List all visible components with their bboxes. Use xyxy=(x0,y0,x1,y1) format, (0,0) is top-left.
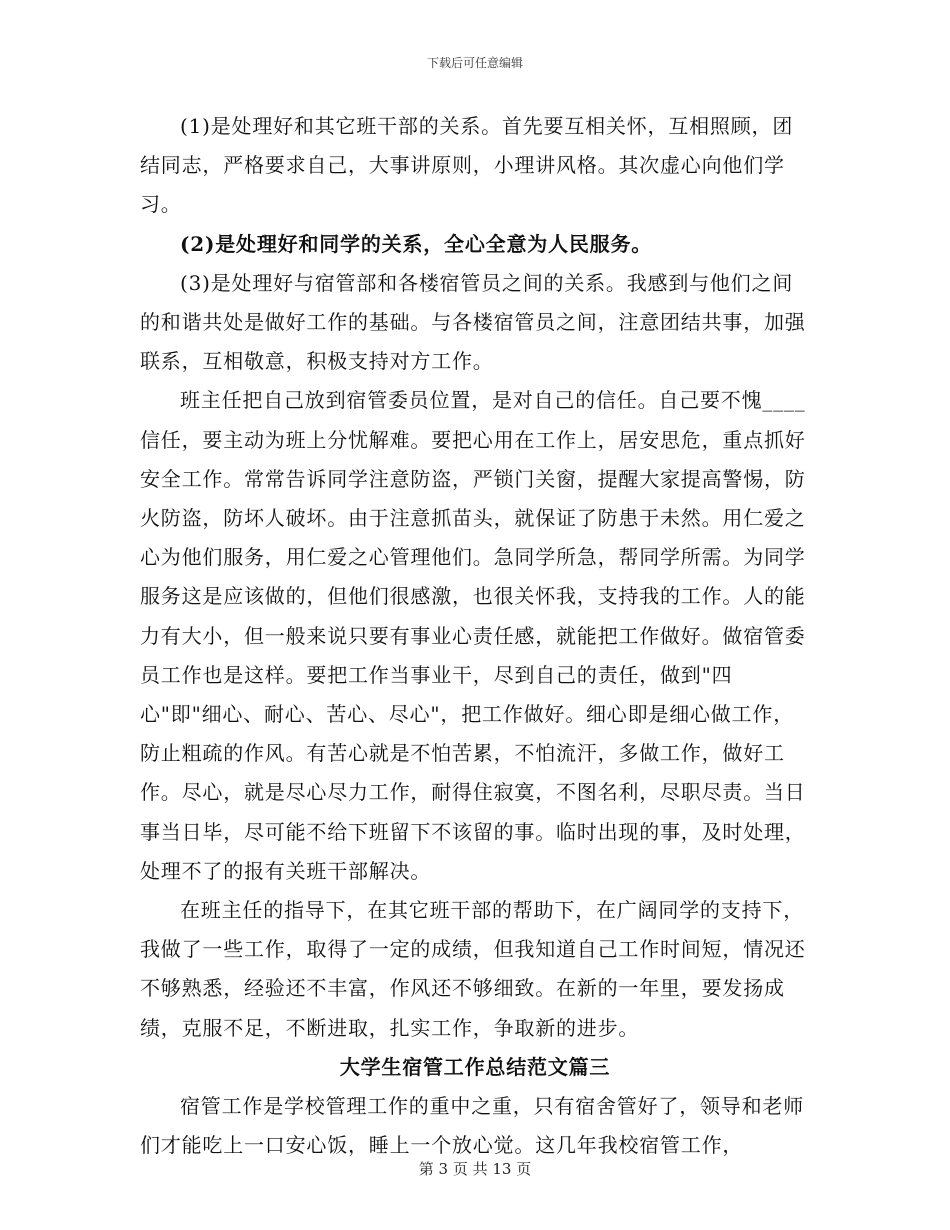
paragraph-relations-students: (2)是处理好和同学的关系，全心全意为人民服务。 xyxy=(180,231,653,256)
paragraph-relations-cadres: (1)是处理好和其它班干部的关系。首先要互相关怀，互相照顾，团结同志，严格要求自己，大事讲原则，小理讲风格。其次虚心向他们学习。 xyxy=(140,114,794,217)
paragraph-section-three-intro: 宿管工作是学校管理工作的重中之重，只有宿舍管好了，领导和老师们才能吃上一口安心饭，睡上一个放心觉。这几年我校宿管工作， xyxy=(140,1094,804,1158)
document-body xyxy=(140,107,810,1165)
paragraph-summary: 在班主任的指导下，在其它班干部的帮助下，在广阔同学的支持下，我做了一些工作，取得了一定的成绩，但我知道自己工作时间短，情况还不够熟悉，经验还不丰富，作风还不够细致。在新的一年里，要发扬成绩，克服不足，不断进取，扎实工作，争取新的进步。 xyxy=(140,898,806,1040)
section-heading: 大学生宿管工作总结范文篇三 xyxy=(339,1054,611,1079)
paragraph-dorm-committee-duties: 班主任把自己放到宿管委员位置，是对自己的信任。自己要不愧____信任，要主动为班上分忧解难。要把心用在工作上，居安思危，重点抓好安全工作。常常告诉同学注意防盗，严锁门关窗，提醒大家提高警惕，防火防盗，防坏人破坏。由于注意抓苗头，就保证了防患于未然。用仁爱之心为他们服务，用仁爱之心管理他们。急同学所急，帮同学所需。为同学服务这是应该做的，但他们很感激，也很关怀我，支持我的工作。人的能力有大小，但一般来说只要有事业心责任感，就能把工作做好。做宿管委员工作也是这样。要把工作当事业干，尽到自己的责任，做到"四心"即"细心、耐心、苦心、尽心"，把工作做好。细心即是细心做工作，防止粗疏的作风。有苦心就是不怕苦累，不怕流汗，多做工作，做好工作。尽心，就是尽心尽力工作，耐得住寂寞，不图名利，尽职尽责。当日事当日毕，尽可能不给下班留下不该留的事。临时出现的事，及时处理，处理不了的报有关班干部解决。 xyxy=(140,388,806,883)
paragraph-relations-dorm-staff: (3)是处理好与宿管部和各楼宿管员之间的关系。我感到与他们之间的和谐共处是做好工作的基础。与各楼宿管员之间，注意团结共事，加强联系，互相敬意，积极支持对方工作。 xyxy=(140,270,806,374)
page-footer: 第 3 页 共 13 页 xyxy=(418,1160,532,1178)
page-header: 下载后可任意编辑 xyxy=(426,56,523,70)
